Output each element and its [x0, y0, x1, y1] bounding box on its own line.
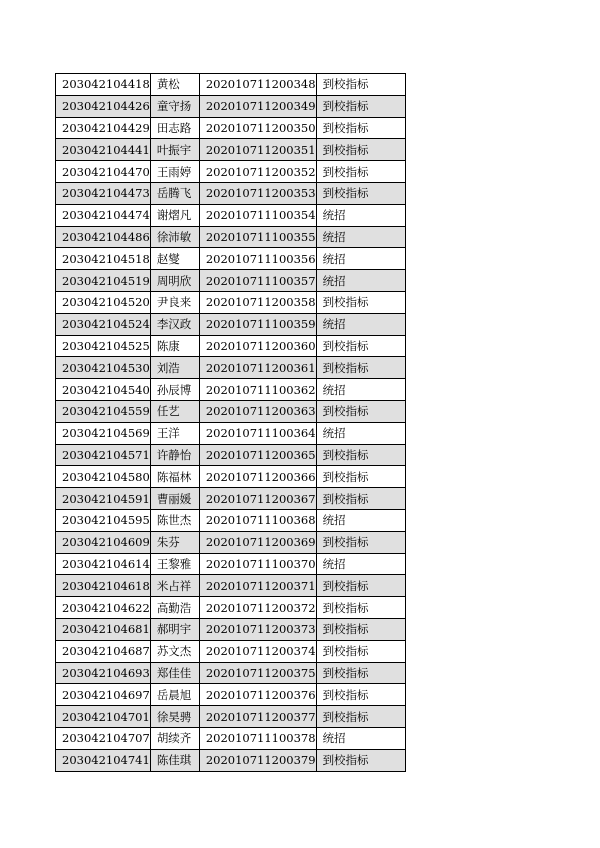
student-name-cell: 胡续齐 [150, 727, 199, 749]
exam-number-cell: 203042104470 [56, 161, 151, 183]
student-name-cell: 李汉政 [150, 313, 199, 335]
student-name-cell: 赵燮 [150, 248, 199, 270]
exam-number-cell: 203042104520 [56, 291, 151, 313]
table-row [56, 182, 406, 204]
admission-type-cell: 统招 [316, 509, 405, 531]
admission-type-cell: 统招 [316, 204, 405, 226]
admission-number-cell: 202010711200374 [199, 640, 316, 662]
exam-number-cell: 203042104595 [56, 509, 151, 531]
admission-number-cell: 202010711100370 [199, 553, 316, 575]
admission-number-cell: 202010711200366 [199, 466, 316, 488]
student-name-cell: 王雨婷 [150, 161, 199, 183]
table-row [56, 749, 406, 771]
table-row [56, 357, 406, 379]
table-row [56, 662, 406, 684]
student-name-cell: 许静怡 [150, 444, 199, 466]
admission-type-cell: 到校指标 [316, 597, 405, 619]
admission-type-cell: 到校指标 [316, 684, 405, 706]
student-name-cell: 陈世杰 [150, 509, 199, 531]
exam-number-cell: 203042104687 [56, 640, 151, 662]
admission-number-cell: 202010711200363 [199, 400, 316, 422]
student-name-cell: 尹良来 [150, 291, 199, 313]
admission-number-cell: 202010711200348 [199, 74, 316, 96]
admission-type-cell: 到校指标 [316, 444, 405, 466]
admission-number-cell: 202010711200372 [199, 597, 316, 619]
table-row [56, 444, 406, 466]
admission-number-cell: 202010711200361 [199, 357, 316, 379]
admission-type-cell: 到校指标 [316, 95, 405, 117]
admission-type-cell: 到校指标 [316, 139, 405, 161]
admission-number-cell: 202010711100357 [199, 270, 316, 292]
admission-type-cell: 到校指标 [316, 117, 405, 139]
exam-number-cell: 203042104426 [56, 95, 151, 117]
admission-type-cell: 到校指标 [316, 466, 405, 488]
student-name-cell: 孙辰博 [150, 379, 199, 401]
admission-type-cell: 到校指标 [316, 640, 405, 662]
admission-number-cell: 202010711200360 [199, 335, 316, 357]
table-row [56, 509, 406, 531]
admission-number-cell: 202010711200350 [199, 117, 316, 139]
admission-number-cell: 202010711200353 [199, 182, 316, 204]
exam-number-cell: 203042104418 [56, 74, 151, 96]
table-row [56, 95, 406, 117]
admission-type-cell: 到校指标 [316, 706, 405, 728]
table-row [56, 117, 406, 139]
admission-number-cell: 202010711200367 [199, 488, 316, 510]
admission-number-cell: 202010711100359 [199, 313, 316, 335]
admission-type-cell: 到校指标 [316, 182, 405, 204]
table-row [56, 400, 406, 422]
student-name-cell: 苏文杰 [150, 640, 199, 662]
table-row [56, 706, 406, 728]
student-name-cell: 岳晨旭 [150, 684, 199, 706]
exam-number-cell: 203042104701 [56, 706, 151, 728]
exam-number-cell: 203042104681 [56, 618, 151, 640]
student-name-cell: 王黎雅 [150, 553, 199, 575]
admission-type-cell: 到校指标 [316, 161, 405, 183]
admission-number-cell: 202010711200369 [199, 531, 316, 553]
admission-type-cell: 到校指标 [316, 531, 405, 553]
table-row [56, 139, 406, 161]
exam-number-cell: 203042104486 [56, 226, 151, 248]
exam-number-cell: 203042104614 [56, 553, 151, 575]
table-row [56, 270, 406, 292]
admission-number-cell: 202010711100355 [199, 226, 316, 248]
admission-number-cell: 202010711200375 [199, 662, 316, 684]
table-row [56, 727, 406, 749]
admission-number-cell: 202010711200379 [199, 749, 316, 771]
exam-number-cell: 203042104559 [56, 400, 151, 422]
admission-number-cell: 202010711100362 [199, 379, 316, 401]
student-name-cell: 朱芬 [150, 531, 199, 553]
student-name-cell: 黄松 [150, 74, 199, 96]
student-name-cell: 陈福林 [150, 466, 199, 488]
table-row [56, 248, 406, 270]
admission-type-cell: 统招 [316, 379, 405, 401]
table-row [56, 488, 406, 510]
table-row [56, 204, 406, 226]
admission-number-cell: 202010711100354 [199, 204, 316, 226]
student-name-cell: 田志路 [150, 117, 199, 139]
student-name-cell: 岳腾飞 [150, 182, 199, 204]
exam-number-cell: 203042104571 [56, 444, 151, 466]
table-row [56, 466, 406, 488]
exam-number-cell: 203042104609 [56, 531, 151, 553]
admission-type-cell: 到校指标 [316, 662, 405, 684]
student-name-cell: 谢熠凡 [150, 204, 199, 226]
table-row [56, 379, 406, 401]
exam-number-cell: 203042104441 [56, 139, 151, 161]
exam-number-cell: 203042104741 [56, 749, 151, 771]
admission-type-cell: 到校指标 [316, 749, 405, 771]
table-row [56, 161, 406, 183]
exam-number-cell: 203042104540 [56, 379, 151, 401]
exam-number-cell: 203042104473 [56, 182, 151, 204]
admission-type-cell: 到校指标 [316, 291, 405, 313]
exam-number-cell: 203042104474 [56, 204, 151, 226]
admission-type-cell: 到校指标 [316, 488, 405, 510]
table-row [56, 553, 406, 575]
table-row [56, 335, 406, 357]
admission-table [55, 73, 406, 772]
table-row [56, 684, 406, 706]
exam-number-cell: 203042104525 [56, 335, 151, 357]
student-name-cell: 徐昊骋 [150, 706, 199, 728]
exam-number-cell: 203042104429 [56, 117, 151, 139]
exam-number-cell: 203042104524 [56, 313, 151, 335]
student-name-cell: 郑佳佳 [150, 662, 199, 684]
table-row [56, 422, 406, 444]
student-name-cell: 郝明宇 [150, 618, 199, 640]
admission-number-cell: 202010711200377 [199, 706, 316, 728]
student-name-cell: 任艺 [150, 400, 199, 422]
student-name-cell: 曹丽媛 [150, 488, 199, 510]
student-name-cell: 童守扬 [150, 95, 199, 117]
admission-type-cell: 统招 [316, 422, 405, 444]
exam-number-cell: 203042104693 [56, 662, 151, 684]
admission-type-cell: 到校指标 [316, 575, 405, 597]
admission-number-cell: 202010711200358 [199, 291, 316, 313]
student-name-cell: 陈康 [150, 335, 199, 357]
admission-number-cell: 202010711100356 [199, 248, 316, 270]
table-row [56, 74, 406, 96]
student-name-cell: 高勤浩 [150, 597, 199, 619]
admission-type-cell: 统招 [316, 270, 405, 292]
admission-type-cell: 统招 [316, 248, 405, 270]
admission-number-cell: 202010711200376 [199, 684, 316, 706]
table-row [56, 618, 406, 640]
student-name-cell: 叶振宇 [150, 139, 199, 161]
admission-type-cell: 统招 [316, 727, 405, 749]
student-name-cell: 陈佳琪 [150, 749, 199, 771]
admission-table-body [56, 74, 406, 772]
exam-number-cell: 203042104530 [56, 357, 151, 379]
exam-number-cell: 203042104569 [56, 422, 151, 444]
admission-number-cell: 202010711200371 [199, 575, 316, 597]
table-row [56, 597, 406, 619]
exam-number-cell: 203042104707 [56, 727, 151, 749]
table-row [56, 291, 406, 313]
exam-number-cell: 203042104622 [56, 597, 151, 619]
table-row [56, 226, 406, 248]
exam-number-cell: 203042104580 [56, 466, 151, 488]
admission-type-cell: 到校指标 [316, 357, 405, 379]
admission-number-cell: 202010711200352 [199, 161, 316, 183]
admission-type-cell: 到校指标 [316, 335, 405, 357]
student-name-cell: 米占祥 [150, 575, 199, 597]
admission-number-cell: 202010711100378 [199, 727, 316, 749]
exam-number-cell: 203042104618 [56, 575, 151, 597]
student-name-cell: 王洋 [150, 422, 199, 444]
admission-number-cell: 202010711200349 [199, 95, 316, 117]
student-name-cell: 刘浩 [150, 357, 199, 379]
admission-number-cell: 202010711200365 [199, 444, 316, 466]
table-row [56, 640, 406, 662]
admission-type-cell: 到校指标 [316, 74, 405, 96]
student-name-cell: 周明欣 [150, 270, 199, 292]
admission-type-cell: 到校指标 [316, 400, 405, 422]
table-row [56, 575, 406, 597]
admission-number-cell: 202010711100368 [199, 509, 316, 531]
exam-number-cell: 203042104697 [56, 684, 151, 706]
student-name-cell: 徐沛敏 [150, 226, 199, 248]
admission-type-cell: 统招 [316, 553, 405, 575]
admission-number-cell: 202010711100364 [199, 422, 316, 444]
admission-type-cell: 统招 [316, 226, 405, 248]
table-row [56, 313, 406, 335]
exam-number-cell: 203042104519 [56, 270, 151, 292]
admission-type-cell: 到校指标 [316, 618, 405, 640]
table-row [56, 531, 406, 553]
admission-number-cell: 202010711200373 [199, 618, 316, 640]
exam-number-cell: 203042104591 [56, 488, 151, 510]
exam-number-cell: 203042104518 [56, 248, 151, 270]
admission-type-cell: 统招 [316, 313, 405, 335]
admission-number-cell: 202010711200351 [199, 139, 316, 161]
